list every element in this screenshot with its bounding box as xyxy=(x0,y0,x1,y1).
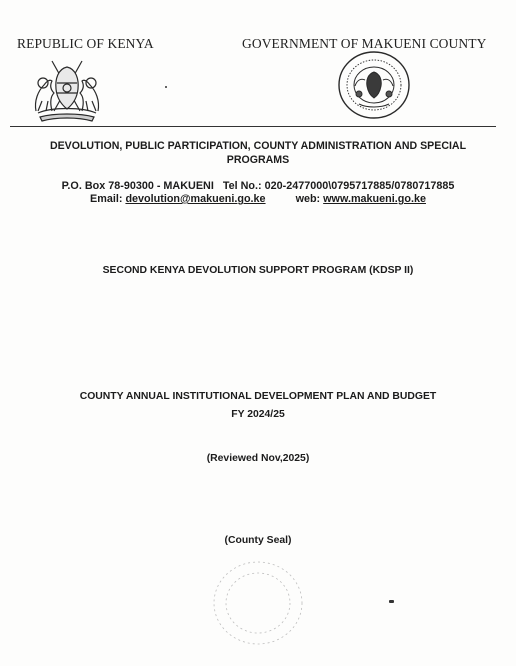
po-box: P.O. Box 78-90300 - MAKUENI xyxy=(61,180,214,192)
ink-speck xyxy=(389,600,394,603)
county-seal-icon xyxy=(337,50,411,120)
fiscal-year: FY 2024/25 xyxy=(231,409,285,420)
email-link[interactable]: devolution@makueni.go.ke xyxy=(125,193,266,205)
tel-label: Tel No.: xyxy=(222,180,262,192)
review-note: (Reviewed Nov,2025) xyxy=(206,453,310,464)
plan-title: COUNTY ANNUAL INSTITUTIONAL DEVELOPMENT PLAN AND BUDGET xyxy=(79,391,437,402)
email-label: Email: xyxy=(90,193,123,205)
contact-online-line xyxy=(20,193,496,205)
ink-speck xyxy=(165,86,167,88)
county-seal-caption: (County Seal) xyxy=(224,535,292,546)
web-label: web: xyxy=(295,193,321,205)
header-county-government: GOVERNMENT OF MAKUENI COUNTY xyxy=(242,36,487,51)
coat-of-arms-icon xyxy=(28,55,106,123)
department-name xyxy=(20,139,496,167)
faint-stamp-impression xyxy=(210,558,306,648)
program-title: SECOND KENYA DEVOLUTION SUPPORT PROGRAM (KDSP II) xyxy=(102,265,414,276)
header-republic: REPUBLIC OF KENYA xyxy=(17,36,154,51)
tel-value: 020-2477000\0795717885/0780717885 xyxy=(264,180,455,192)
contact-address-line xyxy=(20,180,496,192)
department-line-1: DEVOLUTION, PUBLIC PARTICIPATION, COUNTY ADMINISTRATION AND SPECIAL xyxy=(49,140,467,152)
department-line-2: PROGRAMS xyxy=(226,154,290,166)
web-link[interactable]: www.makueni.go.ke xyxy=(323,193,426,205)
header-divider xyxy=(10,126,496,127)
